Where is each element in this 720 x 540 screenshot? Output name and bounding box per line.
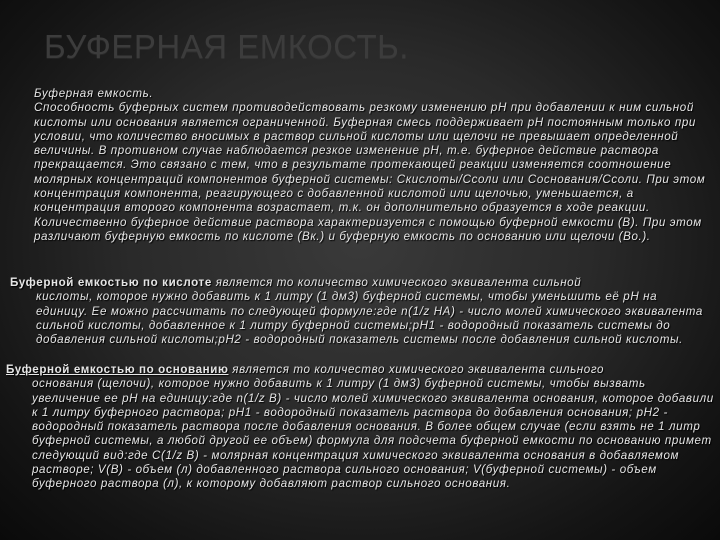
acid-capacity-first-line: является то количество химического эквивалента сильной [211,276,582,289]
acid-capacity-body: кислоты, которое нужно добавить к 1 литру (1 дм3) буферной системы, чтобы уменьшить её pH на единицу. Ее можно рассчитать по следующей формуле:где n(1/z HA) - число молей химического эквивалента сильной кислоты, добавленное к 1 литру буферной системы;pH1 - водородный показатель системы до добавления сильной кислоты;pH2 - водородный показатель системы после добавления сильной кислоты. [36,290,703,347]
paragraph-base-capacity [6,363,714,492]
paragraph-acid-capacity [10,276,712,347]
paragraph-definition [34,87,712,244]
paragraph-definition-lead: Буферная емкость. [34,87,154,100]
paragraph-definition-body: Способность буферных систем противодействовать резкому изменению pH при добавлении к ним сильной кислоты или основания является ограниченной. Буферная смесь поддерживает pH постоянным только при условии, что количество вносимых в раствор сильной кислоты или щелочи не превышает определенной величины. В противном случае наблюдается резкое изменение pH, т.е. буферное действие раствора прекращается. Это связано с тем, что в результате протекающей реакции изменяется соотношение молярных концентраций компонентов буферной системы: Cкислоты/Cсоли или Cоснования/Cсоли. При этом концентрация компонента, реагирующего с добавленной кислотой или щелочью, уменьшается, а концентрация второго компонента возрастает, т.к. он дополнительно образуется в ходе реакции. Количественно буферное действие раствора характеризуется с помощью буферной емкости (В). При этом различают буферную емкость по кислоте (Вк.) и буферную емкость по основанию или щелочи (Во.). [34,101,706,243]
base-capacity-body: основания (щелочи), которое нужно добавить к 1 литру (1 дм3) буферной системы, чтобы вызвать увеличение ее pH на единицу:где n(1/z B) - число молей химического эквивалента основания, которое добавили к 1 литру буферного раствора; pH1 - водородный показатель раствора до добавления основания; pH2 - водородный показатель раствора после добавления основания. В более общем случае (если взять не 1 литр буферной системы, а любой другой ее объем) формула для подсчета буферной емкости по основанию примет следующий вид:где C(1/z B) - молярная концентрация химического эквивалента основания в добавляемом растворе; V(B) - объем (л) добавленного раствора сильного основания; V(буферной системы) - объем буферного раствора (л), к которому добавляют раствор сильного основания. [32,377,714,491]
base-capacity-first-line: является то количество химического эквивалента сильного [228,363,605,376]
base-capacity-lead: Буферной емкостью по основанию [6,363,229,376]
slide-title: БУФЕРНАЯ ЕМКОСТЬ. [44,28,409,65]
acid-capacity-lead: Буферной емкостью по кислоте [10,276,212,289]
